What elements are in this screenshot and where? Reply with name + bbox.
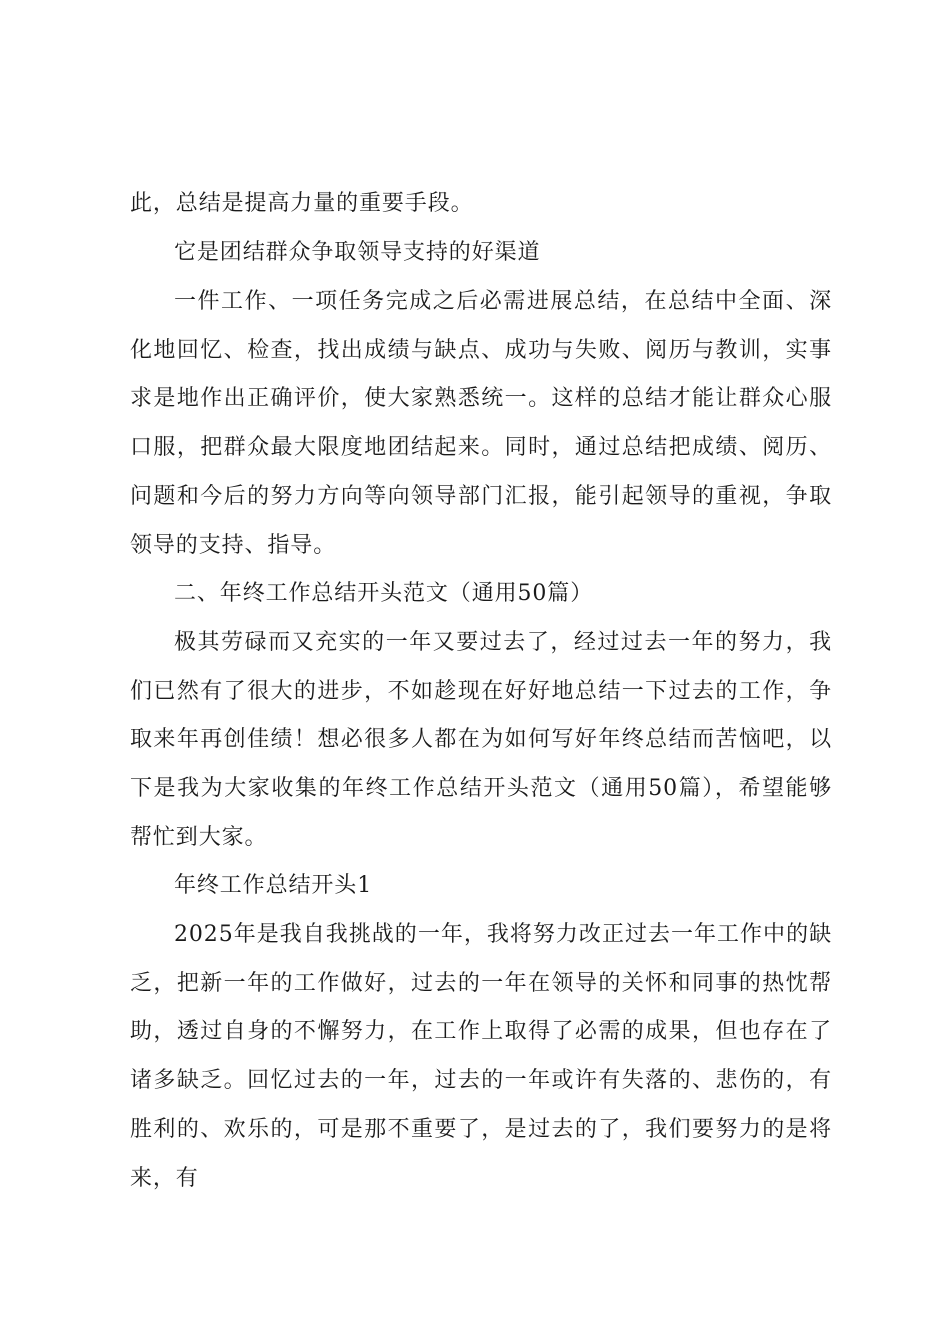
paragraph-closing-line: 此，总结是提高力量的重要手段。	[130, 191, 474, 216]
sample-heading-1: 年终工作总结开头1	[174, 873, 373, 898]
paragraph-sample-1-body: 2025年是我自我挑战的一年，我将努力改正过去一年工作中的缺乏，把新一年的工作做好，过去的一年在领导的关怀和同事的热忱帮助，透过自身的不懈努力，在工作上取得了必需的成果，但也存在了诸多缺乏。回忆过去的一年，过去的一年或许有失落的、悲伤的，有胜利的、欢乐的，可是那不重要了，是过去的了，我们要努力的是将来，有	[130, 922, 832, 1191]
section-heading-year-end-openings: 二、年终工作总结开头范文（通用50篇）	[174, 581, 594, 606]
section-heading-channel: 它是团结群众争取领导支持的好渠道	[174, 240, 541, 265]
paragraph-intro-year-end: 极其劳碌而又充实的一年又要过去了，经过过去一年的努力，我们已然有了很大的进步，不如趁现在好好地总结一下过去的工作，争取来年再创佳绩！想必很多人都在为如何写好年终总结而苦恼吧，以下是我为大家收集的年终工作总结开头范文（通用50篇），希望能够帮忙到大家。	[130, 630, 832, 850]
paragraph-summary-unity: 一件工作、一项任务完成之后必需进展总结，在总结中全面、深化地回忆、检查，找出成绩与缺点、成功与失败、阅历与教训，实事求是地作出正确评价，使大家熟悉统一。这样的总结才能让群众心服口服，把群众最大限度地团结起来。同时，通过总结把成绩、阅历、问题和今后的努力方向等向领导部门汇报，能引起领导的重视，争取领导的支持、指导。	[130, 289, 832, 558]
